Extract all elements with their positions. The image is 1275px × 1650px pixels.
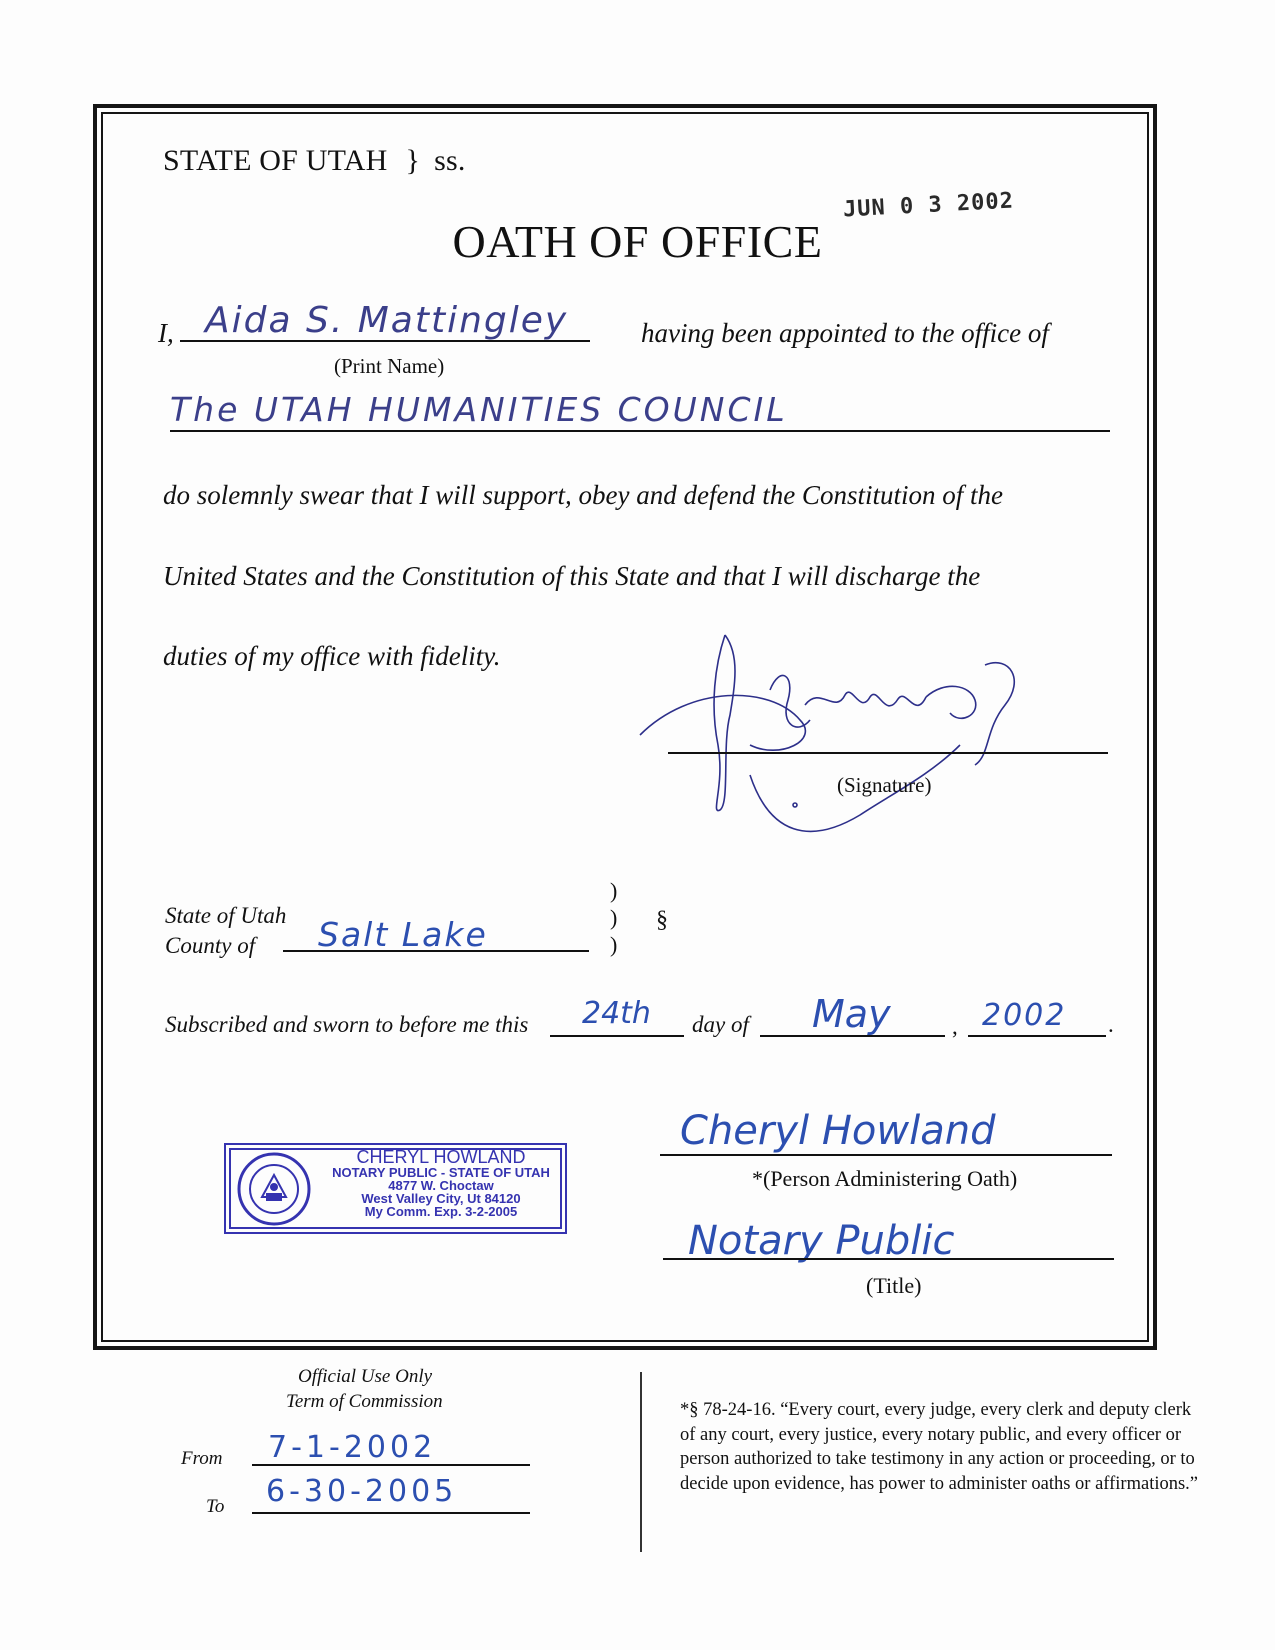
received-date-stamp: JUN 0 3 2002	[842, 188, 1015, 223]
paren-2: )	[610, 905, 618, 930]
notary-name: CHERYL HOWLAND	[356, 1147, 526, 1167]
jurat-county-label: County of	[165, 933, 256, 958]
office-line	[170, 430, 1110, 432]
month-handwritten: May	[812, 992, 891, 1036]
period: .	[1108, 1012, 1114, 1037]
signature-line	[668, 752, 1108, 754]
print-name-label: (Print Name)	[334, 354, 445, 378]
title-label: (Title)	[866, 1273, 922, 1298]
notary-commission-expiry: My Comm. Exp. 3-2-2005	[364, 1204, 518, 1219]
from-handwritten: 7-1-2002	[268, 1430, 437, 1465]
oath-prefix: I,	[158, 318, 174, 348]
footer-divider	[640, 1372, 642, 1552]
official-use-heading: Official Use Only	[298, 1366, 433, 1387]
ss-label: ss.	[434, 144, 466, 177]
oath-body-line2: United States and the Constitution of this State and that I will discharge the	[163, 561, 981, 591]
county-handwritten: Salt Lake	[318, 915, 488, 954]
document-title: OATH OF OFFICE	[452, 216, 823, 267]
oath-body-line1: do solemnly swear that I will support, obey and defend the Constitution of the	[163, 480, 1003, 510]
section-symbol: §	[656, 907, 668, 933]
administering-label: *(Person Administering Oath)	[752, 1166, 1018, 1191]
state-seal-icon	[236, 1151, 312, 1227]
title-line	[663, 1258, 1114, 1260]
signature-label: (Signature)	[837, 773, 932, 797]
paren-1: )	[610, 878, 618, 903]
day-of-text: day of	[692, 1012, 749, 1037]
county-line	[283, 950, 589, 952]
comma: ,	[952, 1014, 958, 1039]
from-label: From	[181, 1448, 223, 1469]
to-label: To	[206, 1496, 225, 1517]
administering-signature: Cheryl Howland	[680, 1108, 996, 1154]
paren-3: )	[610, 932, 618, 957]
state-heading	[163, 144, 466, 178]
to-line	[252, 1512, 530, 1514]
appointed-text: having been appointed to the office of	[641, 318, 1049, 348]
oath-signature-drawing	[630, 625, 1050, 845]
brace: }	[405, 144, 421, 177]
from-line	[252, 1464, 530, 1466]
administering-line	[660, 1154, 1112, 1156]
title-handwritten: Notary Public	[688, 1218, 955, 1264]
day-handwritten: 24th	[582, 996, 651, 1031]
jurat-state-label: State of Utah	[165, 903, 287, 928]
to-handwritten: 6-30-2005	[266, 1474, 458, 1509]
notary-city: West Valley City, Ut 84120	[361, 1191, 521, 1206]
term-heading: Term of Commission	[286, 1391, 443, 1412]
year-line	[968, 1035, 1106, 1037]
oath-body-line3: duties of my office with fidelity.	[163, 641, 501, 671]
notary-stamp-text	[316, 1148, 566, 1218]
notary-title: NOTARY PUBLIC - STATE OF UTAH	[332, 1165, 550, 1180]
name-handwritten: Aida S. Mattingley	[205, 300, 569, 341]
year-handwritten: 2002	[982, 998, 1067, 1033]
state-label: STATE OF UTAH	[163, 144, 388, 177]
notary-address: 4877 W. Choctaw	[388, 1178, 494, 1193]
day-line	[550, 1035, 684, 1037]
office-handwritten: The UTAH HUMANITIES COUNCIL	[170, 390, 788, 429]
statute-footnote: *§ 78-24-16. “Every court, every judge, every clerk and deputy clerk of any court, every justice, every notary public, and every officer or person authorized to take testimony in any action or proceeding, or to decide upon evidence, has power to administer oaths or affirmations.”	[680, 1400, 1199, 1494]
subscribed-text: Subscribed and sworn to before me this	[165, 1012, 529, 1037]
month-line	[760, 1035, 945, 1037]
